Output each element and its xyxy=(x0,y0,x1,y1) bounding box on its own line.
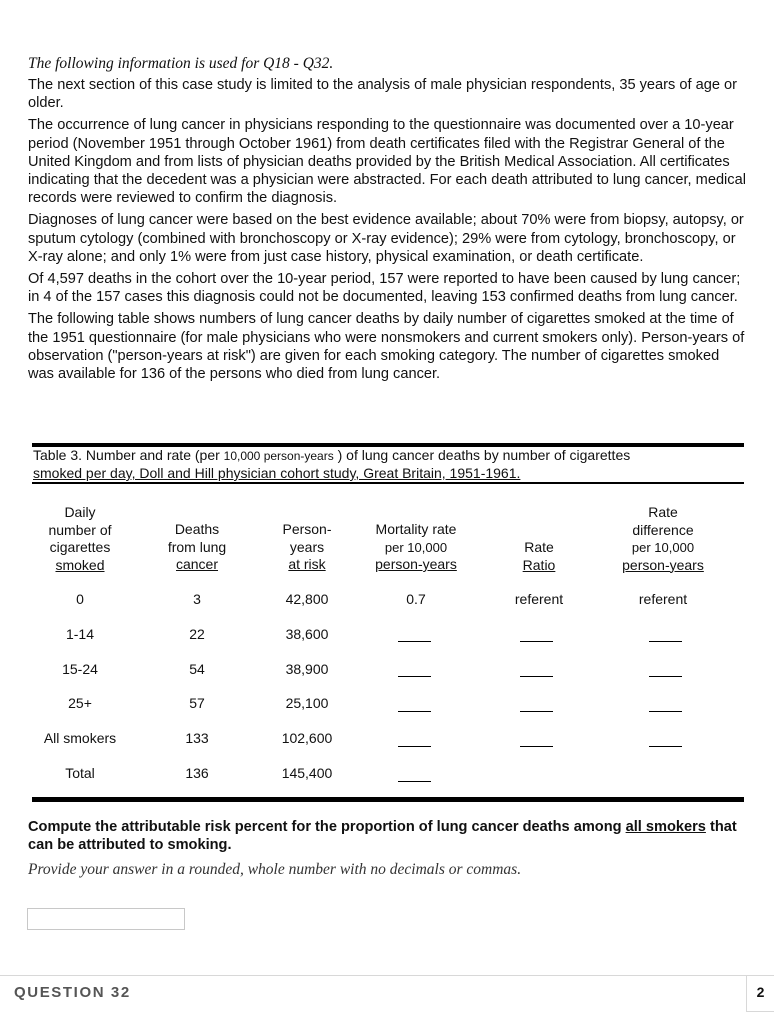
question-text: Compute the attributable risk percent for the proportion of lung cancer deaths among all smokers that can be attributed to smoking. xyxy=(28,819,737,853)
paragraph: The following table shows numbers of lung cancer deaths by daily number of cigarettes smoked at the time of the 1951 questionnaire (for male physicians who were nonsmokers and current smokers only). Person-years of observation ("person-years at risk") are given for each smoking category. The number of cigarettes smoked was available for 136 of the persons who died from lung cancer. xyxy=(28,311,745,383)
paragraph: The occurrence of lung cancer in physicians responding to the questionnaire was documented over a 10-year period (November 1951 through October 1961) from death certificates filed with the Registrar General of the United Kingdom and from lists of physician deaths provided by the British Medical Association. All certificates indicating that the decedent was a physician were abstracted. For each death attributed to lung cancer, medical records were reviewed to confirm the diagnosis. xyxy=(28,117,746,207)
cell-rate-ratio: referent xyxy=(514,591,564,607)
header-mortality-rate: Mortality rate per 10,000 person-years xyxy=(375,521,457,572)
table-bottom-rule xyxy=(32,797,744,802)
cell-deaths: 136 xyxy=(185,765,209,781)
cell-category: 25+ xyxy=(68,695,92,711)
paragraph: Of 4,597 deaths in the cohort over the 10-year period, 157 were reported to have been caused by lung cancer; in 4 of the 157 cases this diagnosis could not be documented, leaving 153 confirmed deaths from lung cancer. xyxy=(28,271,741,306)
case-study-text xyxy=(28,54,746,387)
mortality-rate-blank xyxy=(398,641,431,642)
paragraph: The next section of this case study is limited to the analysis of male physician respondents, 35 years of age or older. xyxy=(28,77,737,112)
header-daily-cigarettes: Daily number of cigarettes smoked xyxy=(48,504,112,573)
cell-category: Total xyxy=(65,765,95,781)
header-rate-ratio: Rate Ratio xyxy=(522,539,556,573)
header-rate-difference: Rate difference per 10,000 person-years xyxy=(622,504,704,573)
question-number-label: QUESTION 32 xyxy=(14,984,131,1001)
cell-deaths: 3 xyxy=(193,591,201,607)
intro-line: The following information is used for Q18 - Q32. xyxy=(28,55,334,72)
answer-input[interactable] xyxy=(27,908,185,930)
points-badge: 2 xyxy=(746,976,774,1012)
mortality-rate-blank xyxy=(398,711,431,712)
cell-deaths: 57 xyxy=(189,695,205,711)
rate-difference-blank xyxy=(649,746,682,747)
cell-person-years: 102,600 xyxy=(281,730,333,746)
rate-ratio-blank xyxy=(520,711,553,712)
mortality-rate-blank xyxy=(398,676,431,677)
table-3 xyxy=(28,443,774,813)
paragraph: Diagnoses of lung cancer were based on the best evidence available; about 70% were from biopsy, autopsy, or sputum cytology (combined with bronchoscopy or X-ray evidence); 29% were from cytology, bronchoscopy, or X-ray alone; and only 1% were from just case history, physical examination, or death certificate. xyxy=(28,212,744,265)
cell-rate-difference: referent xyxy=(638,591,688,607)
rate-difference-blank xyxy=(649,641,682,642)
cell-person-years: 42,800 xyxy=(285,591,329,607)
question-emphasis: all smokers xyxy=(625,819,706,835)
rate-difference-blank xyxy=(649,711,682,712)
rate-ratio-blank xyxy=(520,676,553,677)
table-caption-line2: smoked per day, Doll and Hill physician cohort study, Great Britain, 1951-1961. xyxy=(33,465,521,481)
cell-deaths: 22 xyxy=(189,626,205,642)
cell-deaths: 54 xyxy=(189,661,205,677)
table-caption: Table 3. Number and rate (per 10,000 person-years ) of lung cancer deaths by number of cigarettes smoked per day, Doll and Hill physician cohort study, Great Britain, 1951-1961. xyxy=(33,447,631,481)
cell-category: 15-24 xyxy=(62,661,98,677)
cell-category: 0 xyxy=(76,591,84,607)
rate-ratio-blank xyxy=(520,746,553,747)
rate-ratio-blank xyxy=(520,641,553,642)
cell-category: All smokers xyxy=(43,730,117,746)
mortality-rate-blank xyxy=(398,746,431,747)
cell-person-years: 145,400 xyxy=(281,765,333,781)
cell-deaths: 133 xyxy=(185,730,209,746)
cell-person-years: 25,100 xyxy=(285,695,329,711)
header-person-years: Person- years at risk xyxy=(282,521,332,572)
rate-difference-blank xyxy=(649,676,682,677)
footer-divider xyxy=(0,975,774,976)
cell-person-years: 38,600 xyxy=(285,626,329,642)
cell-category: 1-14 xyxy=(65,626,95,642)
cell-person-years: 38,900 xyxy=(285,661,329,677)
cell-mortality-rate: 0.7 xyxy=(406,591,426,607)
mortality-rate-blank xyxy=(398,781,431,782)
header-deaths: Deaths from lung cancer xyxy=(167,521,227,572)
table-caption-rule xyxy=(32,482,744,484)
answer-instruction: Provide your answer in a rounded, whole number with no decimals or commas. xyxy=(28,861,522,878)
